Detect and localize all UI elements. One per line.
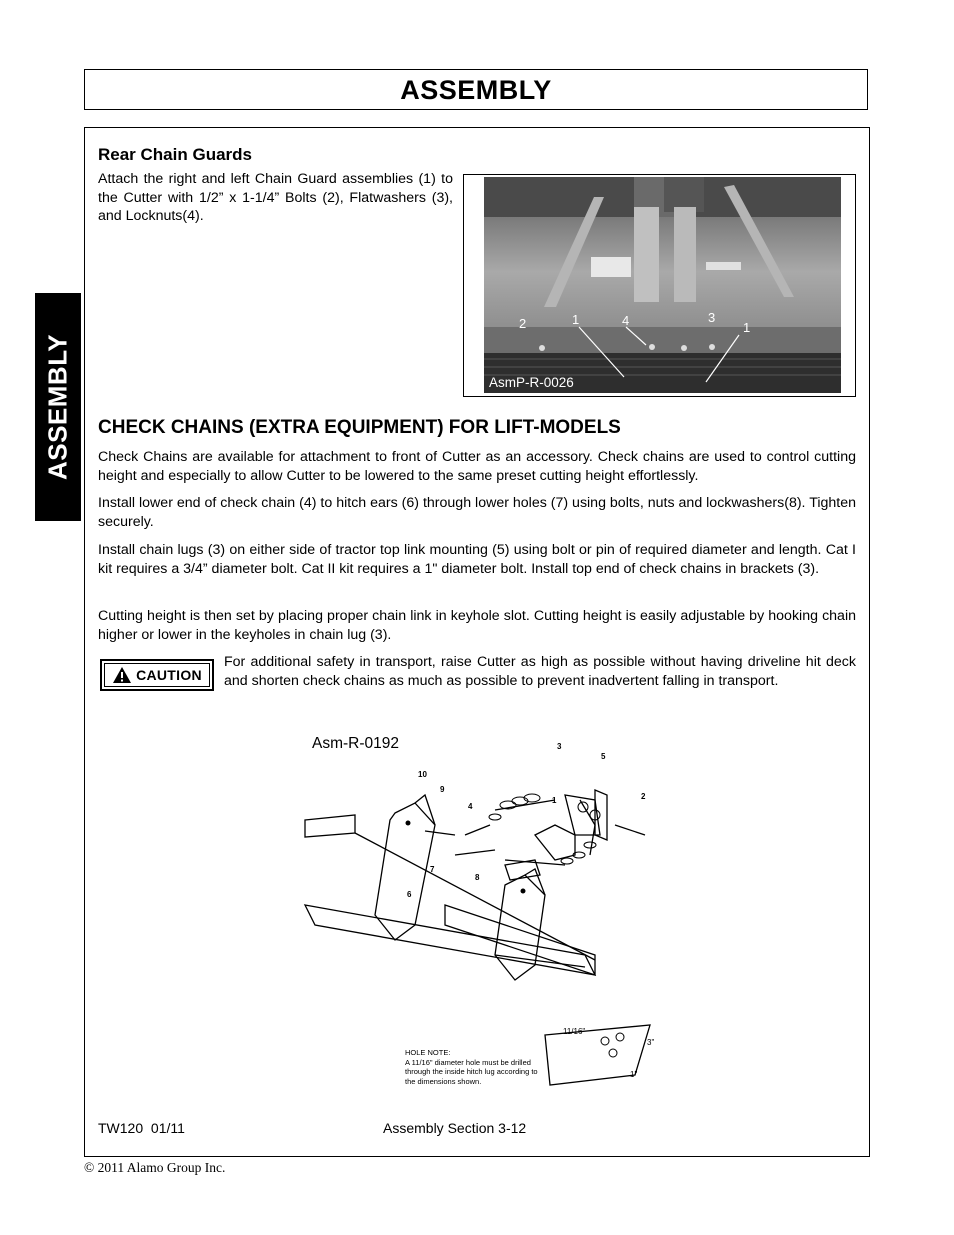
page-header-title: ASSEMBLY <box>400 75 552 105</box>
photo-callout: 1 <box>743 320 751 335</box>
check-chains-paragraph: Cutting height is then set by placing proper chain link in keyhole slot. Cutting height is easily adjustable by hooking chain higher or lower in the keyholes in chain lug (3). <box>98 608 856 643</box>
photo-callout: 1 <box>572 312 580 327</box>
side-tab-label: ASSEMBLY <box>42 333 73 481</box>
part-number: 9 <box>440 785 445 794</box>
caution-text: For additional safety in transport, raise Cutter as high as possible without having driveline hit deck and shorten check chains as much as possible to prevent inadvertent falling in transport. <box>224 654 856 689</box>
side-section-tab <box>35 293 81 521</box>
caution-badge-label: CAUTION <box>136 667 202 683</box>
part-number: 7 <box>430 865 435 874</box>
part-number: 8 <box>475 873 480 882</box>
part-number: 5 <box>601 752 606 761</box>
photo-callout: 3 <box>708 310 716 325</box>
caution-badge-inner <box>104 663 210 687</box>
photo-callout: 4 <box>622 313 630 328</box>
hole-note-line: A 11/16" diameter hole must be drilled <box>405 1057 531 1067</box>
diagram-label: Asm-R-0192 <box>312 735 399 752</box>
check-chains-paragraph: Install lower end of check chain (4) to hitch ears (6) through lower holes (7) using bolts, nuts and lockwashers(8). Tighten securely. <box>98 495 856 530</box>
warning-triangle-icon <box>112 666 132 684</box>
hole-note-line: through the inside hitch lug according to <box>405 1067 538 1076</box>
part-number: 1 <box>552 796 557 805</box>
footer-section: Assembly Section 3-12 <box>383 1120 527 1136</box>
part-number: 6 <box>407 890 412 899</box>
dimension-label: 1" <box>630 1070 638 1079</box>
part-number: 3 <box>557 742 562 751</box>
page-header <box>84 69 868 110</box>
chain-guard-photo <box>463 174 856 397</box>
check-chains-paragraph: Check Chains are available for attachment to front of Cutter as an accessory. Check chains are used to control cutting height and especially to allow Cutter to be lowered to the same preset cutting height effortlessly. <box>98 449 856 484</box>
check-chains-paragraph: Install chain lugs (3) on either side of tractor top link mounting (5) using bolt or pin of required diameter and length. Cat I kit requires a 3/4” diameter bolt. Cat II kit requires a 1" diameter bolt. Install top end of check chains in brackets (3). <box>98 542 856 577</box>
hole-note <box>405 1048 538 1086</box>
check-chain-diagram <box>295 745 675 1095</box>
part-number: 4 <box>468 802 473 811</box>
photo-caption: AsmP-R-0026 <box>489 375 574 390</box>
copyright: © 2011 Alamo Group Inc. <box>84 1160 226 1175</box>
check-chains-title: CHECK CHAINS (EXTRA EQUIPMENT) FOR LIFT-MODELS <box>98 417 621 438</box>
chain-guard-photo-image <box>484 177 841 393</box>
hole-note-line: the dimensions shown. <box>405 1076 482 1086</box>
part-number: 10 <box>418 770 427 779</box>
footer-model-date: TW120 01/11 <box>98 1120 185 1136</box>
photo-callout: 2 <box>519 316 527 331</box>
dimension-label: 3" <box>647 1038 655 1047</box>
rear-chain-guards-body: Attach the right and left Chain Guard assemblies (1) to the Cutter with 1/2” x 1-1/4” Bolts (2), Flatwashers (3), and Locknuts(4). <box>98 171 453 225</box>
rear-chain-guards-title: Rear Chain Guards <box>98 145 252 164</box>
hole-note-line: HOLE NOTE: <box>405 1048 451 1057</box>
caution-badge <box>100 659 214 691</box>
dimension-label: 11/16" <box>563 1027 586 1036</box>
part-number: 2 <box>641 792 646 801</box>
